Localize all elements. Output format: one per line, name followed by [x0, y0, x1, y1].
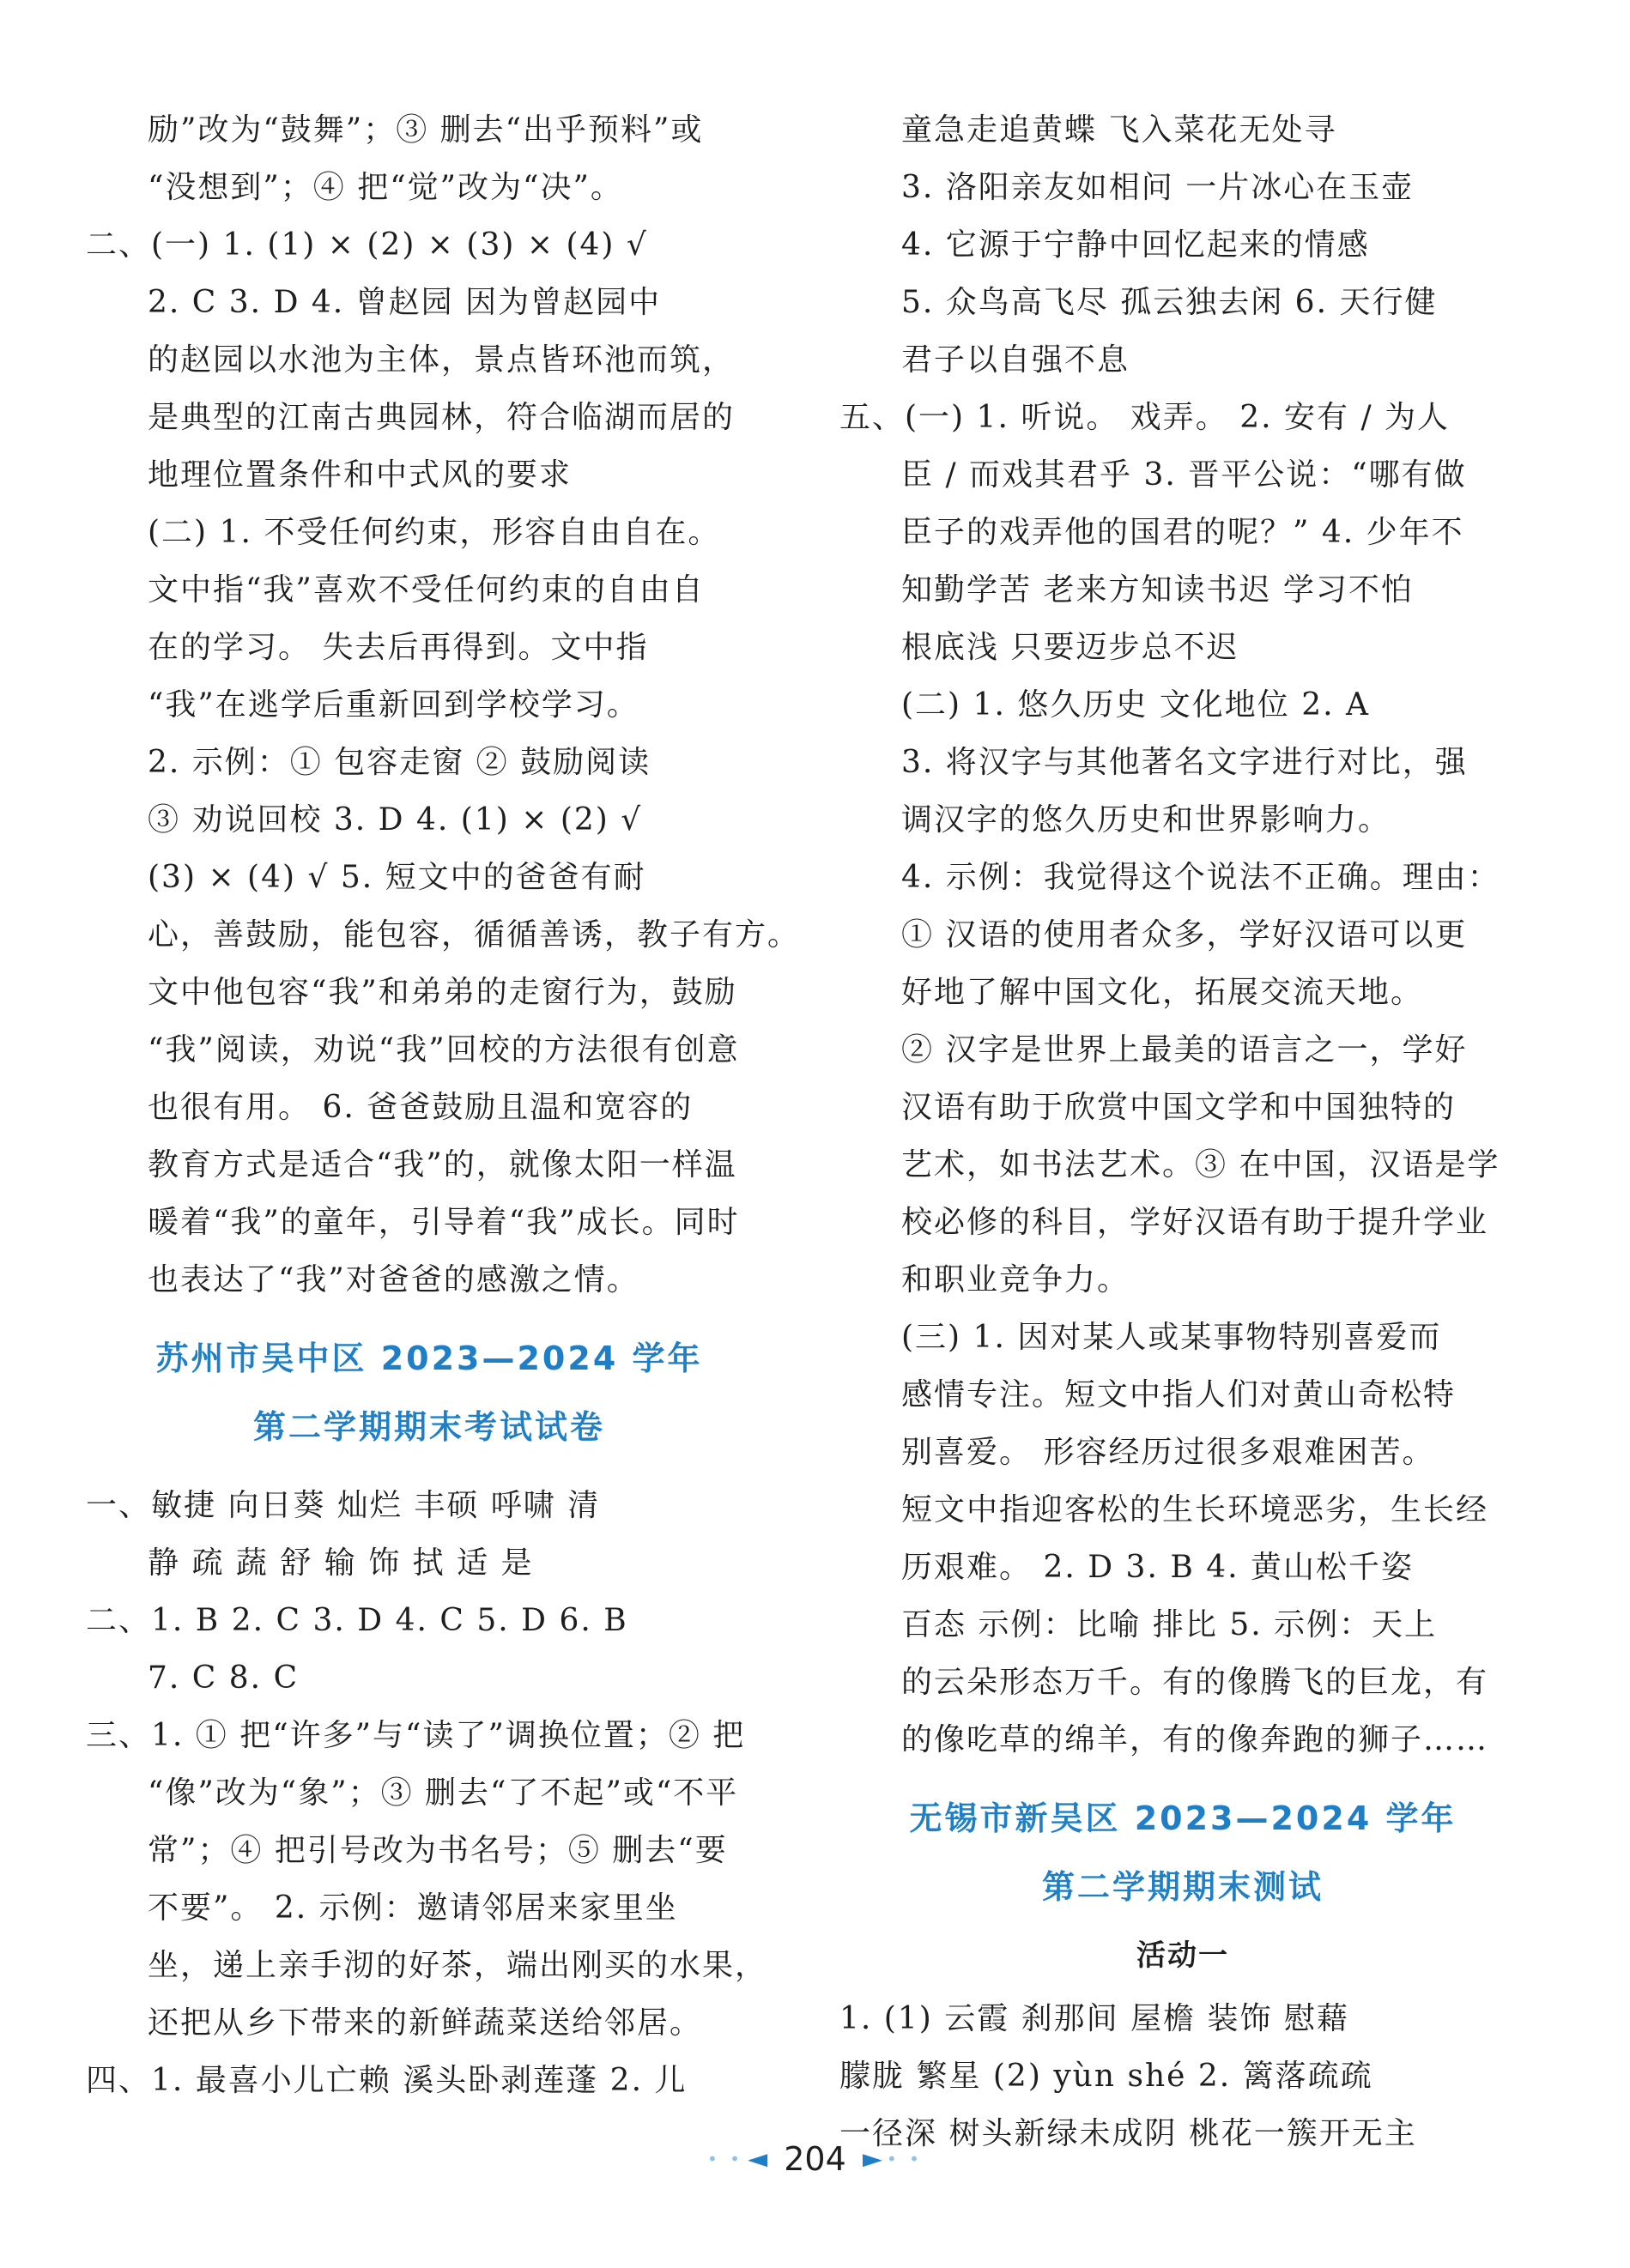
answer-line: 7. C 8. C — [148, 1660, 300, 1696]
answer-line: ③ 劝说回校 3. D 4. (1) × (2) √ — [148, 802, 643, 838]
answer-line: 好地了解中国文化，拓展交流天地。 — [901, 975, 1424, 1010]
answer-line: 常”；④ 把引号改为书名号；⑤ 删去“要 — [148, 1833, 728, 1868]
answer-line: 是典型的江南古典园林，符合临湖而居的 — [148, 400, 736, 435]
answer-line: 和职业竞争力。 — [901, 1262, 1130, 1297]
answer-line: 3. 洛阳亲友如相问 一片冰心在玉壶 — [901, 170, 1415, 205]
answer-line: 在的学习。 失去后再得到。文中指 — [148, 630, 649, 665]
answer-line: 百态 示例：比喻 排比 5. 示例：天上 — [901, 1607, 1438, 1642]
answer-line: 校必修的科目，学好汉语有助于提升学业 — [901, 1205, 1489, 1240]
next-arrow-icon: ► — [862, 2144, 882, 2174]
page-footer — [0, 2140, 1630, 2178]
answer-line: 的像吃草的绵羊，有的像奔跑的狮子…… — [901, 1722, 1489, 1757]
answer-line: 一径深 树头新绿未成阴 桃花一簇开无主 — [839, 2116, 1417, 2151]
answer-line: “没想到”；④ 把“觉”改为“决”。 — [148, 170, 623, 205]
answer-line: 4. 示例：我觉得这个说法不正确。理由： — [901, 860, 1500, 895]
answer-line: 心，善鼓励，能包容，循循善诱，教子有方。 — [148, 917, 801, 953]
answer-line: 二、1. B 2. C 3. D 4. C 5. D 6. B — [86, 1603, 628, 1638]
answer-line: “我”阅读，劝说“我”回校的方法很有创意 — [148, 1032, 740, 1067]
answer-line: 朦胧 繁星 (2) yùn shé 2. 篱落疏疏 — [839, 2059, 1373, 2094]
exam-heading-wuxi: 无锡市新吴区 2023—2024 学年 — [909, 1799, 1457, 1837]
answer-line: 根底浅 只要迈步总不迟 — [901, 630, 1239, 665]
answer-line: 的赵园以水池为主体，景点皆环池而筑， — [148, 342, 736, 378]
answer-line: 五、(一) 1. 听说。 戏弄。 2. 安有 / 为人 — [839, 400, 1451, 435]
answer-line: 静 疏 蔬 舒 输 饰 拭 适 是 — [148, 1545, 534, 1581]
answer-line: 励”改为“鼓舞”；③ 删去“出乎预料”或 — [148, 112, 704, 148]
answer-line: ② 汉字是世界上最美的语言之一，学好 — [901, 1032, 1468, 1067]
left-answers-section-2 — [86, 216, 801, 1309]
answer-line: 地理位置条件和中式风的要求 — [148, 457, 573, 493]
answer-line: (二) 1. 不受任何约束，形容自由自在。 — [148, 515, 721, 550]
answer-line: 教育方式是适合“我”的，就像太阳一样温 — [148, 1147, 737, 1182]
answer-line: 3. 将汉字与其他著名文字进行对比，强 — [901, 745, 1468, 780]
answer-line: 臣 / 而戏其君乎 3. 晋平公说：“哪有做 — [901, 457, 1467, 493]
right-answers-top — [839, 101, 1526, 1769]
answer-line: (3) × (4) √ 5. 短文中的爸爸有耐 — [148, 860, 646, 895]
answer-line: 一、敏捷 向日葵 灿烂 丰硕 呼啸 清 — [86, 1488, 601, 1523]
activity-heading: 活动一 — [1136, 1938, 1229, 1973]
answer-line: 别喜爱。 形容经历过很多艰难困苦。 — [901, 1435, 1435, 1470]
answer-line: 1. (1) 云霞 刹那间 屋檐 装饰 慰藉 — [839, 2001, 1350, 2036]
left-answers-top — [86, 101, 773, 216]
answer-line: 童急走追黄蝶 飞入菜花无处寻 — [901, 112, 1337, 148]
page-number: 204 — [784, 2140, 846, 2178]
answer-line: 文中指“我”喜欢不受任何约束的自由自 — [148, 572, 705, 608]
exam-subheading-suzhou: 第二学期期末考试试卷 — [252, 1408, 605, 1446]
answer-line: 三、1. ① 把“许多”与“读了”调换位置；② 把 — [86, 1718, 746, 1753]
answer-line: 艺术，如书法艺术。③ 在中国，汉语是学 — [901, 1147, 1500, 1182]
exam-subheading-wuxi: 第二学期期末测试 — [1041, 1868, 1324, 1906]
answer-line: 也表达了“我”对爸爸的感激之情。 — [148, 1262, 639, 1297]
answer-line: 臣子的戏弄他的国君的呢？” 4. 少年不 — [901, 515, 1464, 550]
answer-line: 暖着“我”的童年，引导着“我”成长。同时 — [148, 1205, 740, 1240]
answer-line: 二、(一) 1. (1) × (2) × (3) × (4) √ — [86, 227, 648, 263]
answer-line: 2. 示例：① 包容走窗 ② 鼓励阅读 — [148, 745, 651, 780]
footer-dots-left: • • — [707, 2149, 743, 2169]
answer-line: 汉语有助于欣赏中国文学和中国独特的 — [901, 1090, 1457, 1125]
answer-line: 感情专注。短文中指人们对黄山奇松特 — [901, 1377, 1457, 1412]
answer-line: “我”在逃学后重新回到学校学习。 — [148, 687, 639, 723]
answer-line: 调汉字的悠久历史和世界影响力。 — [901, 802, 1391, 838]
answer-line: 的云朵形态万千。有的像腾飞的巨龙，有 — [901, 1665, 1489, 1700]
right-column — [839, 101, 1526, 2162]
answer-line: 短文中指迎客松的生长环境恶劣，生长经 — [901, 1492, 1489, 1527]
exam-heading-suzhou: 苏州市吴中区 2023—2024 学年 — [155, 1340, 703, 1377]
answer-line: ① 汉语的使用者众多，学好汉语可以更 — [901, 917, 1468, 953]
answer-line: 2. C 3. D 4. 曾赵园 因为曾赵园中 — [148, 285, 662, 320]
right-answers-wuxi — [839, 1990, 1526, 2162]
answer-line: 也很有用。 6. 爸爸鼓励且温和宽容的 — [148, 1090, 694, 1125]
answer-line: 坐，递上亲手沏的好茶，端出刚买的水果， — [148, 1948, 768, 1983]
answer-line: 还把从乡下带来的新鲜蔬菜送给邻居。 — [148, 2005, 703, 2041]
left-answers-suzhou — [86, 1477, 773, 2109]
answer-line: (三) 1. 因对某人或某事物特别喜爱而 — [901, 1320, 1442, 1355]
answer-line: 5. 众鸟高飞尽 孤云独去闲 6. 天行健 — [901, 285, 1438, 320]
answer-line: 知勤学苦 老来方知读书迟 学习不怕 — [901, 572, 1414, 608]
answer-line: (二) 1. 悠久历史 文化地位 2. A — [901, 687, 1371, 723]
answer-line: 4. 它源于宁静中回忆起来的情感 — [901, 227, 1370, 263]
answer-line: 不要”。 2. 示例：邀请邻居来家里坐 — [148, 1890, 678, 1926]
prev-arrow-icon: ◄ — [748, 2144, 768, 2174]
answer-line: 文中他包容“我”和弟弟的走窗行为，鼓励 — [148, 975, 737, 1010]
answer-line: 四、1. 最喜小儿亡赖 溪头卧剥莲蓬 2. 儿 — [86, 2063, 688, 2098]
left-column — [86, 101, 801, 2109]
answer-line: 历艰难。 2. D 3. B 4. 黄山松千姿 — [901, 1550, 1415, 1585]
answer-line: 君子以自强不息 — [901, 342, 1130, 378]
answer-line: “像”改为“象”；③ 删去“了不起”或“不平 — [148, 1775, 739, 1811]
footer-dots-right: • • — [887, 2149, 923, 2169]
